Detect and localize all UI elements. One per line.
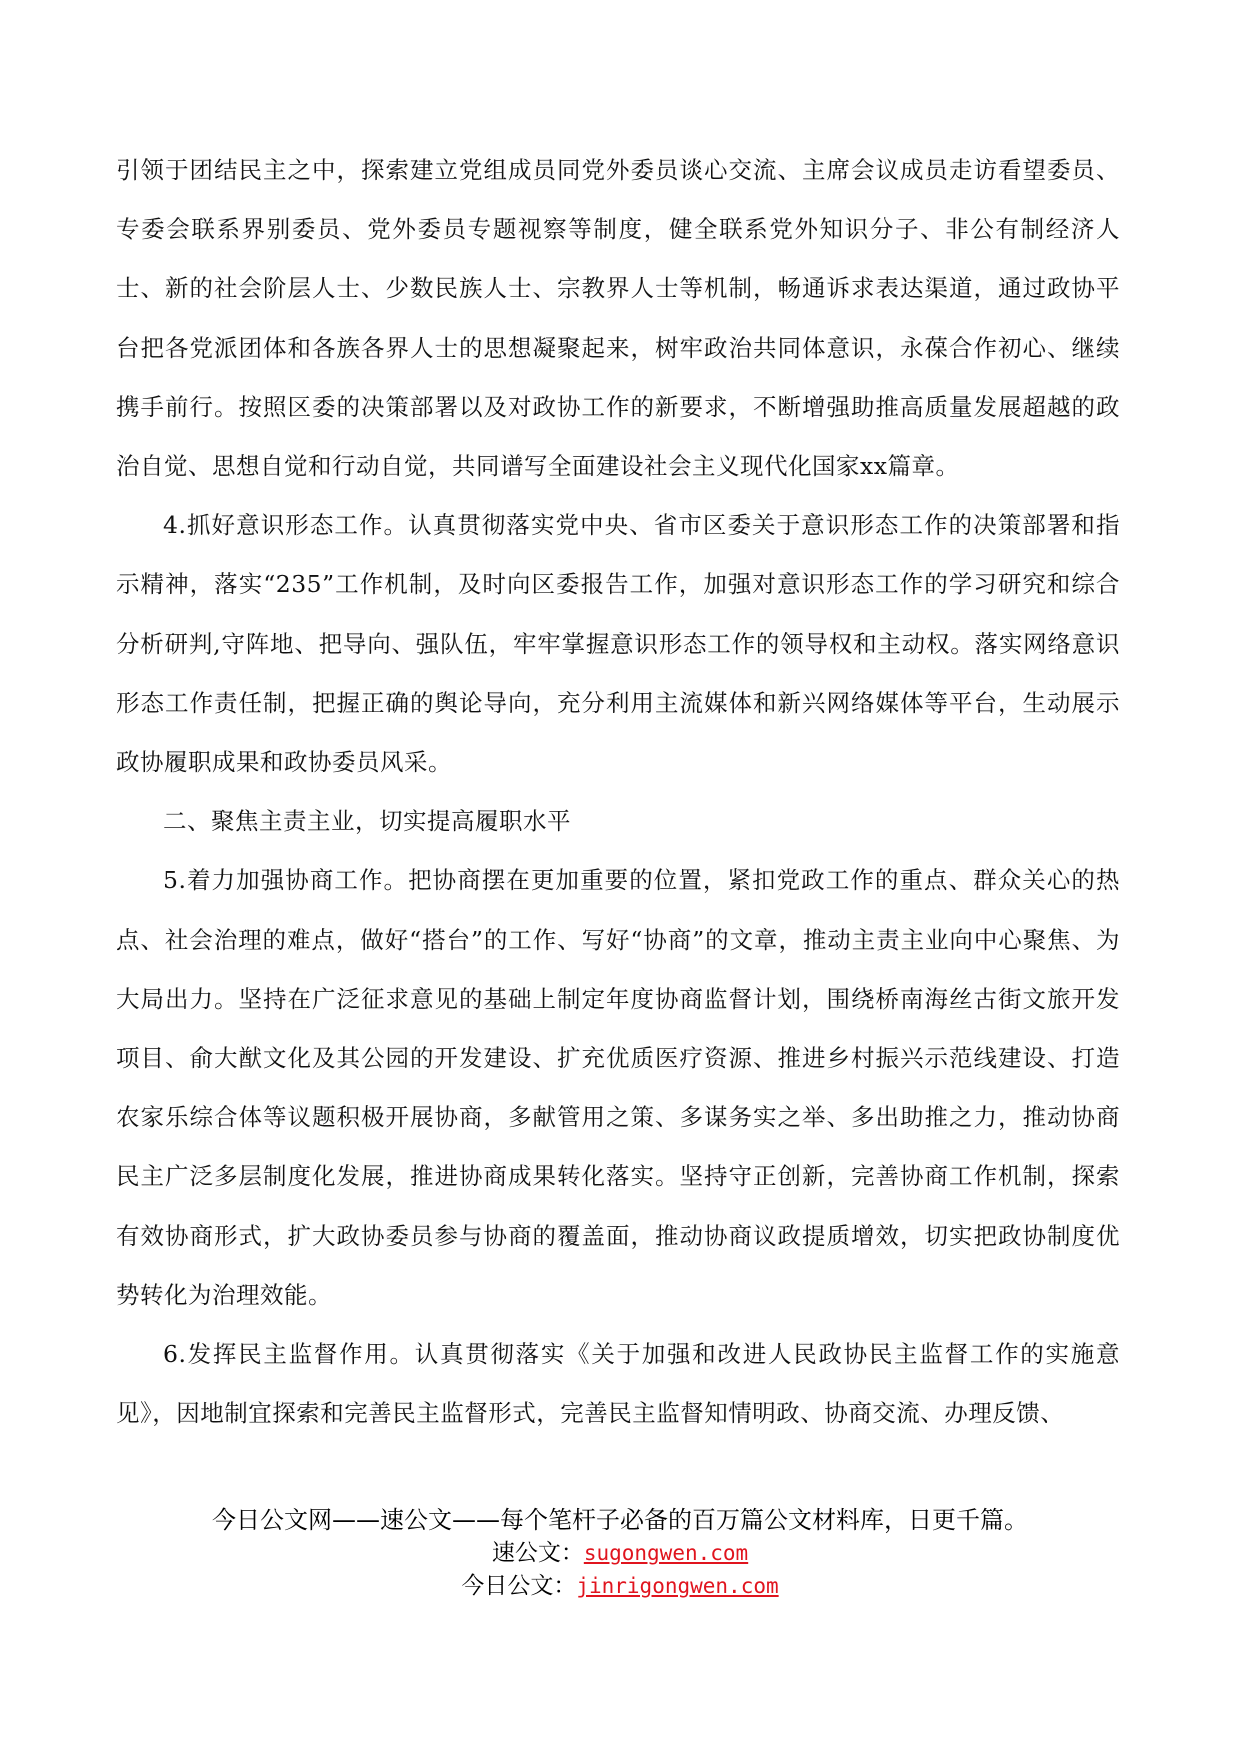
paragraph-consultation-work: 5.着力加强协商工作。把协商摆在更加重要的位置，紧扣党政工作的重点、群众关心的热点、社会治理的难点，做好“搭台”的工作、写好“协商”的文章，推动主责主业向中心聚焦、为大局出力。坚持在广泛征求意见的基础上制定年度协商监督计划，围绕桥南海丝古街文旅开发项目、俞大猷文化及其公园的开发建设、扩充优质医疗资源、推进乡村振兴示范线建设、打造农家乐综合体等议题积极开展协商，多献管用之策、多谋务实之举、多出助推之力，推动协商民主广泛多层制度化发展，推进协商成果转化落实。坚持守正创新，完善协商工作机制，探索有效协商形式，扩大政协委员参与协商的覆盖面，推动协商议政提质增效，切实把政协制度优势转化为治理效能。 xyxy=(116,866,1120,1309)
footer-label-sugongwen: 速公文： xyxy=(491,1540,584,1566)
paragraph-ideology-work: 4.抓好意识形态工作。认真贯彻落实党中央、省市区委关于意识形态工作的决策部署和指示精神，落实“235”工作机制，及时向区委报告工作，加强对意识形态工作的学习研究和综合分析研判,守阵地、把导向、强队伍，牢牢掌握意识形态工作的领导权和主动权。落实网络意识形态工作责任制，把握正确的舆论导向，充分利用主流媒体和新兴网络媒体等平台，生动展示政协履职成果和政协委员风采。 xyxy=(116,511,1120,777)
footer-label-jinrigongwen: 今日公文： xyxy=(461,1573,577,1599)
paragraph-continuation: 引领于团结民主之中，探索建立党组成员同党外委员谈心交流、主席会议成员走访看望委员、专委会联系界别委员、党外委员专题视察等制度，健全联系党外知识分子、非公有制经济人士、新的社会阶层人士、少数民族人士、宗教界人士等机制，畅通诉求表达渠道，通过政协平台把各党派团体和各族各界人士的思想凝聚起来，树牢政治共同体意识，永葆合作初心、继续携手前行。按照区委的决策部署以及对政协工作的新要求，不断增强助推高质量发展超越的政治自觉、思想自觉和行动自觉，共同谱写全面建设社会主义现代化国家xx篇章。 xyxy=(116,156,1120,481)
footer-line-sugongwen xyxy=(0,1537,1240,1570)
footer-advertisement xyxy=(0,1503,1240,1603)
footer-line-jinrigongwen xyxy=(0,1570,1240,1603)
sugongwen-link[interactable]: sugongwen.com xyxy=(583,1541,749,1565)
footer-slogan: 今日公文网——速公文——每个笔杆子必备的百万篇公文材料库，日更千篇。 xyxy=(212,1506,1028,1534)
paragraph-democratic-supervision: 6.发挥民主监督作用。认真贯彻落实《关于加强和改进人民政协民主监督工作的实施意见》，因地制宜探索和完善民主监督形式，完善民主监督知情明政、协商交流、办理反馈、 xyxy=(116,1340,1120,1428)
section-heading-two: 二、聚焦主责主业，切实提高履职水平 xyxy=(163,807,571,836)
document-body xyxy=(116,141,1120,1443)
jinrigongwen-link[interactable]: jinrigongwen.com xyxy=(576,1574,779,1598)
